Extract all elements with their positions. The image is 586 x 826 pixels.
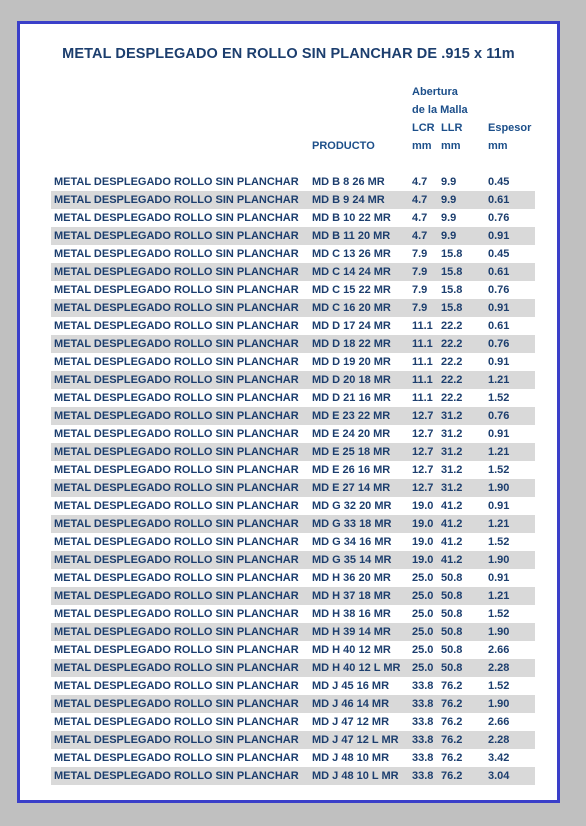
cell-product-code: MD B 10 22 MR <box>312 212 391 224</box>
header-llr: LLR <box>441 122 463 134</box>
cell-product-code: MD H 40 12 MR <box>312 644 391 656</box>
cell-espesor: 3.42 <box>488 752 510 764</box>
header-abertura-line1: Abertura <box>412 86 458 98</box>
cell-llr: 22.2 <box>441 338 463 350</box>
table-row <box>51 461 535 479</box>
cell-product-code: MD D 21 16 MR <box>312 392 391 404</box>
cell-lcr: 33.8 <box>412 680 434 692</box>
cell-espesor: 0.91 <box>488 356 510 368</box>
cell-description: METAL DESPLEGADO ROLLO SIN PLANCHAR <box>54 464 299 476</box>
cell-llr: 50.8 <box>441 608 463 620</box>
cell-llr: 50.8 <box>441 662 463 674</box>
cell-product-code: MD B 8 26 MR <box>312 176 385 188</box>
cell-espesor: 0.76 <box>488 410 510 422</box>
cell-lcr: 19.0 <box>412 536 434 548</box>
table-row <box>51 353 535 371</box>
cell-llr: 76.2 <box>441 698 463 710</box>
cell-espesor: 1.90 <box>488 554 510 566</box>
cell-lcr: 4.7 <box>412 230 428 242</box>
cell-espesor: 2.28 <box>488 734 510 746</box>
cell-espesor: 0.61 <box>488 266 510 278</box>
cell-lcr: 33.8 <box>412 716 434 728</box>
cell-product-code: MD G 35 14 MR <box>312 554 392 566</box>
cell-description: METAL DESPLEGADO ROLLO SIN PLANCHAR <box>54 482 299 494</box>
cell-description: METAL DESPLEGADO ROLLO SIN PLANCHAR <box>54 716 299 728</box>
table-row <box>51 749 535 767</box>
cell-lcr: 25.0 <box>412 590 434 602</box>
cell-espesor: 1.21 <box>488 446 510 458</box>
cell-description: METAL DESPLEGADO ROLLO SIN PLANCHAR <box>54 518 299 530</box>
cell-product-code: MD C 14 24 MR <box>312 266 391 278</box>
header-abertura-line2: de la Malla <box>412 104 468 116</box>
cell-espesor: 1.90 <box>488 698 510 710</box>
cell-espesor: 1.90 <box>488 626 510 638</box>
table-row <box>51 677 535 695</box>
cell-description: METAL DESPLEGADO ROLLO SIN PLANCHAR <box>54 662 299 674</box>
cell-product-code: MD D 19 20 MR <box>312 356 391 368</box>
cell-description: METAL DESPLEGADO ROLLO SIN PLANCHAR <box>54 554 299 566</box>
header-lcr: LCR <box>412 122 435 134</box>
cell-description: METAL DESPLEGADO ROLLO SIN PLANCHAR <box>54 410 299 422</box>
cell-product-code: MD G 33 18 MR <box>312 518 392 530</box>
table-row <box>51 551 535 569</box>
cell-product-code: MD J 48 10 MR <box>312 752 390 764</box>
cell-espesor: 0.45 <box>488 248 510 260</box>
cell-llr: 9.9 <box>441 176 457 188</box>
cell-description: METAL DESPLEGADO ROLLO SIN PLANCHAR <box>54 302 299 314</box>
cell-description: METAL DESPLEGADO ROLLO SIN PLANCHAR <box>54 320 299 332</box>
table-row <box>51 281 535 299</box>
cell-espesor: 0.91 <box>488 428 510 440</box>
cell-llr: 50.8 <box>441 626 463 638</box>
cell-description: METAL DESPLEGADO ROLLO SIN PLANCHAR <box>54 626 299 638</box>
cell-llr: 50.8 <box>441 644 463 656</box>
cell-lcr: 11.1 <box>412 392 433 404</box>
table-row <box>51 659 535 677</box>
cell-product-code: MD H 39 14 MR <box>312 626 391 638</box>
table-row <box>51 695 535 713</box>
table-row <box>51 425 535 443</box>
cell-llr: 22.2 <box>441 356 463 368</box>
cell-product-code: MD D 20 18 MR <box>312 374 391 386</box>
cell-lcr: 11.1 <box>412 356 433 368</box>
cell-description: METAL DESPLEGADO ROLLO SIN PLANCHAR <box>54 752 299 764</box>
cell-llr: 31.2 <box>441 428 463 440</box>
table-row <box>51 605 535 623</box>
cell-espesor: 0.61 <box>488 320 510 332</box>
cell-llr: 22.2 <box>441 320 463 332</box>
cell-espesor: 0.76 <box>488 212 510 224</box>
cell-description: METAL DESPLEGADO ROLLO SIN PLANCHAR <box>54 212 299 224</box>
cell-llr: 76.2 <box>441 680 463 692</box>
cell-espesor: 0.61 <box>488 194 510 206</box>
cell-espesor: 2.66 <box>488 716 510 728</box>
cell-description: METAL DESPLEGADO ROLLO SIN PLANCHAR <box>54 446 299 458</box>
table-row <box>51 587 535 605</box>
cell-description: METAL DESPLEGADO ROLLO SIN PLANCHAR <box>54 374 299 386</box>
cell-llr: 41.2 <box>441 554 463 566</box>
cell-lcr: 4.7 <box>412 176 428 188</box>
cell-espesor: 0.91 <box>488 230 510 242</box>
cell-product-code: MD C 16 20 MR <box>312 302 391 314</box>
cell-lcr: 33.8 <box>412 752 434 764</box>
cell-lcr: 33.8 <box>412 770 434 782</box>
cell-llr: 22.2 <box>441 392 463 404</box>
table-row <box>51 245 535 263</box>
cell-lcr: 19.0 <box>412 500 434 512</box>
cell-llr: 50.8 <box>441 590 463 602</box>
cell-llr: 76.2 <box>441 716 463 728</box>
cell-lcr: 7.9 <box>412 302 428 314</box>
cell-lcr: 12.7 <box>412 446 434 458</box>
cell-lcr: 11.1 <box>412 320 433 332</box>
cell-llr: 15.8 <box>441 302 463 314</box>
cell-espesor: 0.91 <box>488 572 510 584</box>
cell-espesor: 2.66 <box>488 644 510 656</box>
cell-product-code: MD D 18 22 MR <box>312 338 391 350</box>
cell-llr: 15.8 <box>441 248 463 260</box>
cell-description: METAL DESPLEGADO ROLLO SIN PLANCHAR <box>54 338 299 350</box>
cell-description: METAL DESPLEGADO ROLLO SIN PLANCHAR <box>54 392 299 404</box>
cell-llr: 41.2 <box>441 536 463 548</box>
cell-llr: 15.8 <box>441 284 463 296</box>
cell-lcr: 33.8 <box>412 734 434 746</box>
cell-llr: 76.2 <box>441 734 463 746</box>
cell-product-code: MD G 32 20 MR <box>312 500 392 512</box>
table-row <box>51 263 535 281</box>
cell-lcr: 4.7 <box>412 194 428 206</box>
cell-lcr: 7.9 <box>412 266 428 278</box>
table-row <box>51 623 535 641</box>
cell-product-code: MD E 25 18 MR <box>312 446 391 458</box>
table-row <box>51 209 535 227</box>
cell-espesor: 1.52 <box>488 680 510 692</box>
cell-llr: 41.2 <box>441 518 463 530</box>
table-row <box>51 443 535 461</box>
cell-llr: 50.8 <box>441 572 463 584</box>
cell-lcr: 7.9 <box>412 248 428 260</box>
cell-description: METAL DESPLEGADO ROLLO SIN PLANCHAR <box>54 266 299 278</box>
cell-description: METAL DESPLEGADO ROLLO SIN PLANCHAR <box>54 698 299 710</box>
cell-llr: 31.2 <box>441 410 463 422</box>
cell-product-code: MD G 34 16 MR <box>312 536 392 548</box>
cell-description: METAL DESPLEGADO ROLLO SIN PLANCHAR <box>54 536 299 548</box>
cell-llr: 15.8 <box>441 266 463 278</box>
cell-description: METAL DESPLEGADO ROLLO SIN PLANCHAR <box>54 770 299 782</box>
cell-espesor: 0.76 <box>488 284 510 296</box>
cell-description: METAL DESPLEGADO ROLLO SIN PLANCHAR <box>54 644 299 656</box>
cell-lcr: 25.0 <box>412 644 434 656</box>
cell-espesor: 3.04 <box>488 770 510 782</box>
cell-lcr: 25.0 <box>412 572 434 584</box>
cell-product-code: MD C 13 26 MR <box>312 248 391 260</box>
cell-product-code: MD E 27 14 MR <box>312 482 391 494</box>
table-row <box>51 641 535 659</box>
cell-espesor: 1.52 <box>488 608 510 620</box>
cell-lcr: 7.9 <box>412 284 428 296</box>
table-row <box>51 569 535 587</box>
cell-product-code: MD J 45 16 MR <box>312 680 390 692</box>
cell-espesor: 0.91 <box>488 500 510 512</box>
cell-lcr: 12.7 <box>412 428 434 440</box>
cell-product-code: MD E 23 22 MR <box>312 410 391 422</box>
cell-llr: 31.2 <box>441 482 463 494</box>
cell-description: METAL DESPLEGADO ROLLO SIN PLANCHAR <box>54 734 299 746</box>
table-row <box>51 407 535 425</box>
table-row <box>51 731 535 749</box>
cell-lcr: 25.0 <box>412 662 434 674</box>
cell-description: METAL DESPLEGADO ROLLO SIN PLANCHAR <box>54 356 299 368</box>
cell-description: METAL DESPLEGADO ROLLO SIN PLANCHAR <box>54 230 299 242</box>
cell-lcr: 25.0 <box>412 626 434 638</box>
cell-lcr: 12.7 <box>412 410 434 422</box>
cell-description: METAL DESPLEGADO ROLLO SIN PLANCHAR <box>54 428 299 440</box>
cell-product-code: MD B 11 20 MR <box>312 230 391 242</box>
table-row <box>51 767 535 785</box>
cell-description: METAL DESPLEGADO ROLLO SIN PLANCHAR <box>54 194 299 206</box>
cell-product-code: MD H 40 12 L MR <box>312 662 401 674</box>
cell-product-code: MD E 26 16 MR <box>312 464 391 476</box>
cell-description: METAL DESPLEGADO ROLLO SIN PLANCHAR <box>54 590 299 602</box>
table-row <box>51 335 535 353</box>
cell-description: METAL DESPLEGADO ROLLO SIN PLANCHAR <box>54 284 299 296</box>
cell-product-code: MD B 9 24 MR <box>312 194 385 206</box>
header-producto: PRODUCTO <box>312 140 375 152</box>
header-unit-espesor: mm <box>488 140 508 152</box>
cell-description: METAL DESPLEGADO ROLLO SIN PLANCHAR <box>54 572 299 584</box>
cell-product-code: MD H 38 16 MR <box>312 608 391 620</box>
cell-lcr: 11.1 <box>412 374 433 386</box>
table-row <box>51 497 535 515</box>
cell-espesor: 1.52 <box>488 536 510 548</box>
cell-product-code: MD J 48 10 L MR <box>312 770 399 782</box>
table-row <box>51 317 535 335</box>
table-row <box>51 299 535 317</box>
cell-llr: 76.2 <box>441 770 463 782</box>
table-row <box>51 389 535 407</box>
cell-lcr: 12.7 <box>412 464 434 476</box>
cell-product-code: MD H 37 18 MR <box>312 590 391 602</box>
cell-llr: 9.9 <box>441 230 457 242</box>
document-frame <box>17 21 560 803</box>
table-row <box>51 479 535 497</box>
cell-description: METAL DESPLEGADO ROLLO SIN PLANCHAR <box>54 500 299 512</box>
table-row <box>51 515 535 533</box>
cell-description: METAL DESPLEGADO ROLLO SIN PLANCHAR <box>54 608 299 620</box>
cell-product-code: MD J 47 12 L MR <box>312 734 399 746</box>
cell-product-code: MD H 36 20 MR <box>312 572 391 584</box>
cell-description: METAL DESPLEGADO ROLLO SIN PLANCHAR <box>54 680 299 692</box>
cell-llr: 76.2 <box>441 752 463 764</box>
cell-product-code: MD D 17 24 MR <box>312 320 391 332</box>
cell-lcr: 11.1 <box>412 338 433 350</box>
cell-llr: 31.2 <box>441 464 463 476</box>
cell-description: METAL DESPLEGADO ROLLO SIN PLANCHAR <box>54 176 299 188</box>
table-row <box>51 371 535 389</box>
header-espesor: Espesor <box>488 122 532 134</box>
table-row <box>51 533 535 551</box>
header-unit-lcr: mm <box>412 140 432 152</box>
page-title: METAL DESPLEGADO EN ROLLO SIN PLANCHAR DE .915 x 11m <box>62 46 515 62</box>
cell-espesor: 1.90 <box>488 482 510 494</box>
cell-lcr: 25.0 <box>412 608 434 620</box>
cell-product-code: MD E 24 20 MR <box>312 428 391 440</box>
cell-espesor: 0.45 <box>488 176 510 188</box>
cell-espesor: 1.21 <box>488 518 510 530</box>
cell-lcr: 33.8 <box>412 698 434 710</box>
cell-lcr: 4.7 <box>412 212 428 224</box>
table-row <box>51 173 535 191</box>
cell-llr: 22.2 <box>441 374 463 386</box>
cell-product-code: MD C 15 22 MR <box>312 284 391 296</box>
table-row <box>51 227 535 245</box>
cell-product-code: MD J 47 12 MR <box>312 716 390 728</box>
cell-espesor: 1.21 <box>488 590 510 602</box>
cell-lcr: 19.0 <box>412 554 434 566</box>
table-row <box>51 191 535 209</box>
cell-product-code: MD J 46 14 MR <box>312 698 390 710</box>
cell-llr: 31.2 <box>441 446 463 458</box>
header-unit-llr: mm <box>441 140 461 152</box>
cell-espesor: 0.76 <box>488 338 510 350</box>
cell-llr: 41.2 <box>441 500 463 512</box>
cell-espesor: 2.28 <box>488 662 510 674</box>
cell-espesor: 1.21 <box>488 374 510 386</box>
cell-espesor: 1.52 <box>488 464 510 476</box>
product-table <box>51 173 535 785</box>
cell-espesor: 0.91 <box>488 302 510 314</box>
cell-lcr: 12.7 <box>412 482 434 494</box>
cell-llr: 9.9 <box>441 194 457 206</box>
cell-lcr: 19.0 <box>412 518 434 530</box>
cell-espesor: 1.52 <box>488 392 510 404</box>
cell-description: METAL DESPLEGADO ROLLO SIN PLANCHAR <box>54 248 299 260</box>
cell-llr: 9.9 <box>441 212 457 224</box>
table-row <box>51 713 535 731</box>
